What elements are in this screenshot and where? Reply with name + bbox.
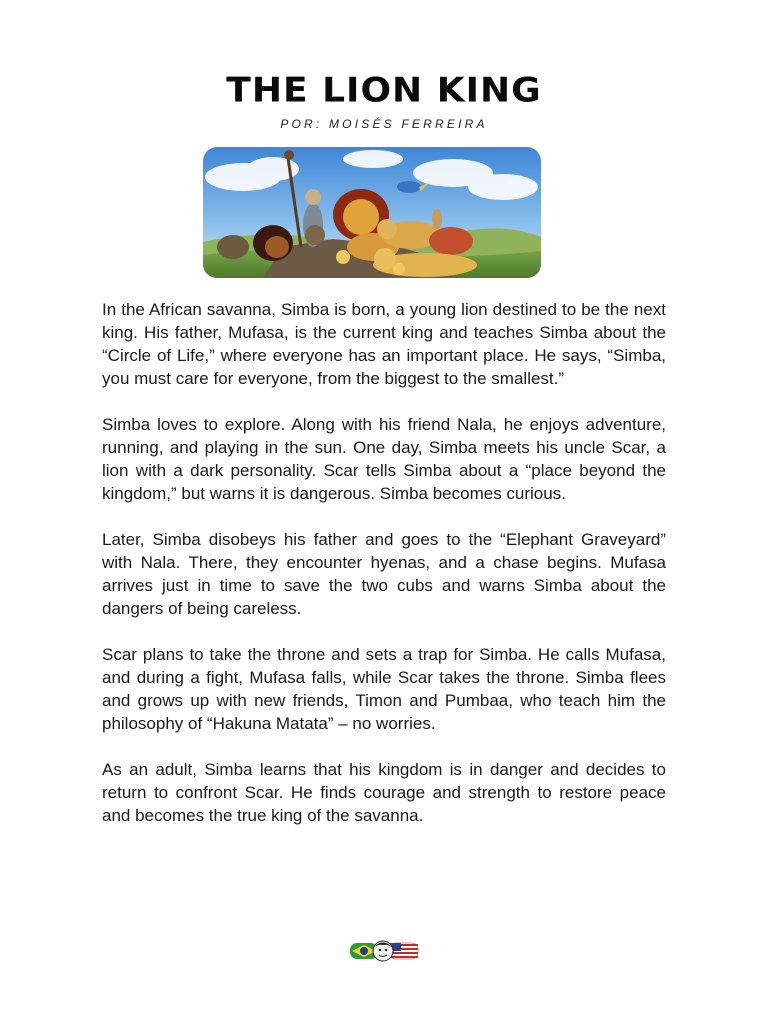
document-title: THE LION KING	[226, 71, 542, 110]
author-byline: POR: MOISÉS FERREIRA	[280, 117, 488, 131]
lion-king-illustration	[203, 147, 541, 278]
brazil-usa-flags-logo-icon	[349, 936, 419, 966]
story-paragraph-2: Simba loves to explore. Along with his friend Nala, he enjoys adventure, running, and playing in the sun. One day, Simba meets his uncle Scar, a lion with a dark personality. Scar tells Simba about a “place beyond the kingdom,” but warns it is dangerous. Simba becomes curious.	[102, 415, 666, 503]
story-paragraph-3: Later, Simba disobeys his father and goes to the “Elephant Graveyard” with Nala. There, they encounter hyenas, and a chase begins. Mufasa arrives just in time to save the two cubs and warns Simba about the dangers of being careless.	[102, 530, 666, 618]
story-paragraph-4: Scar plans to take the throne and sets a trap for Simba. He calls Mufasa, and during a fight, Mufasa falls, while Scar takes the throne. Simba flees and grows up with new friends, Timon and Pumbaa, who teach him the philosophy of “Hakuna Matata” – no worries.	[102, 645, 666, 733]
story-paragraph-5: As an adult, Simba learns that his kingdom is in danger and decides to return to confront Scar. He finds courage and strength to restore peace and becomes the true king of the savanna.	[102, 760, 666, 825]
story-paragraph-1: In the African savanna, Simba is born, a young lion destined to be the next king. His father, Mufasa, is the current king and teaches Simba about the “Circle of Life,” where everyone has an important place. He says, “Simba, you must care for everyone, from the biggest to the smallest.”	[102, 300, 666, 388]
story-body	[102, 298, 666, 850]
